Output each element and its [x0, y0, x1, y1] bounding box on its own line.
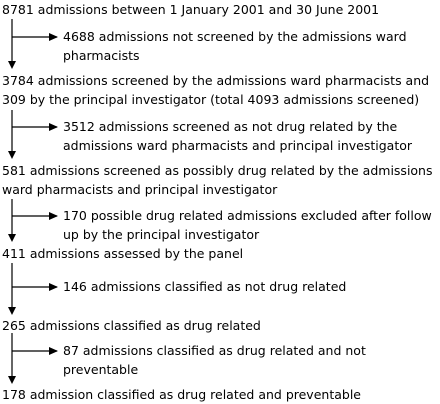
step-2-line-1: 3784 admissions screened by the admissions ward pharmacists and [2, 73, 430, 88]
final-box [2, 385, 361, 404]
step-5-box [2, 316, 261, 335]
step-2-line-2: 309 by the principal investigator (total 4093 admissions screened) [2, 92, 420, 107]
step-5-line-1: 265 admissions classified as drug related [2, 318, 261, 333]
step-4-excluded-box [63, 277, 346, 296]
step-5-excluded-line-1: 87 admissions classified as drug related and not [63, 343, 366, 358]
step-3-line-1: 581 admissions screened as possibly drug related by the admissions [2, 163, 433, 178]
step-2-excluded-line-1: 3512 admissions screened as not drug related by the [63, 119, 398, 134]
step-2-excluded-line-2: admissions ward pharmacists and principal investigator [63, 138, 413, 153]
connector-5 [8, 333, 57, 384]
step-3-excluded-line-2: up by the principal investigator [63, 227, 260, 242]
connector-4 [8, 263, 57, 315]
step-1-line-1: 8781 admissions between 1 January 2001 and 30 June 2001 [2, 2, 380, 17]
connector-3 [8, 199, 57, 242]
step-3-excluded-box [63, 206, 432, 244]
step-1-box [2, 0, 379, 19]
step-1-excluded-box [63, 27, 407, 65]
step-4-box [2, 244, 243, 263]
connector-3-down-arrowhead [8, 234, 16, 242]
connector-1-down-arrowhead [8, 61, 16, 69]
connector-2 [8, 110, 57, 159]
step-1-excluded-line-1: 4688 admissions not screened by the admissions ward [63, 29, 407, 44]
connector-4-down-arrowhead [8, 307, 16, 315]
step-4-line-1: 411 admissions assessed by the panel [2, 246, 244, 261]
connector-2-down-arrowhead [8, 151, 16, 159]
step-2-box [2, 71, 429, 109]
step-3-excluded-line-1: 170 possible drug related admissions excluded after follow [63, 208, 432, 223]
step-5-excluded-box [63, 341, 366, 379]
step-3-line-2: ward pharmacists and principal investigator [2, 182, 278, 197]
step-4-excluded-line-1: 146 admissions classified as not drug related [63, 279, 347, 294]
connector-5-down-arrowhead [8, 376, 16, 384]
final-line-1: 178 admission classified as drug related and preventable [2, 387, 361, 402]
step-1-excluded-line-2: pharmacists [63, 48, 140, 63]
step-5-excluded-line-2: preventable [63, 362, 139, 377]
connector-1 [8, 19, 57, 69]
step-3-box [2, 161, 433, 199]
step-2-excluded-box [63, 117, 412, 155]
